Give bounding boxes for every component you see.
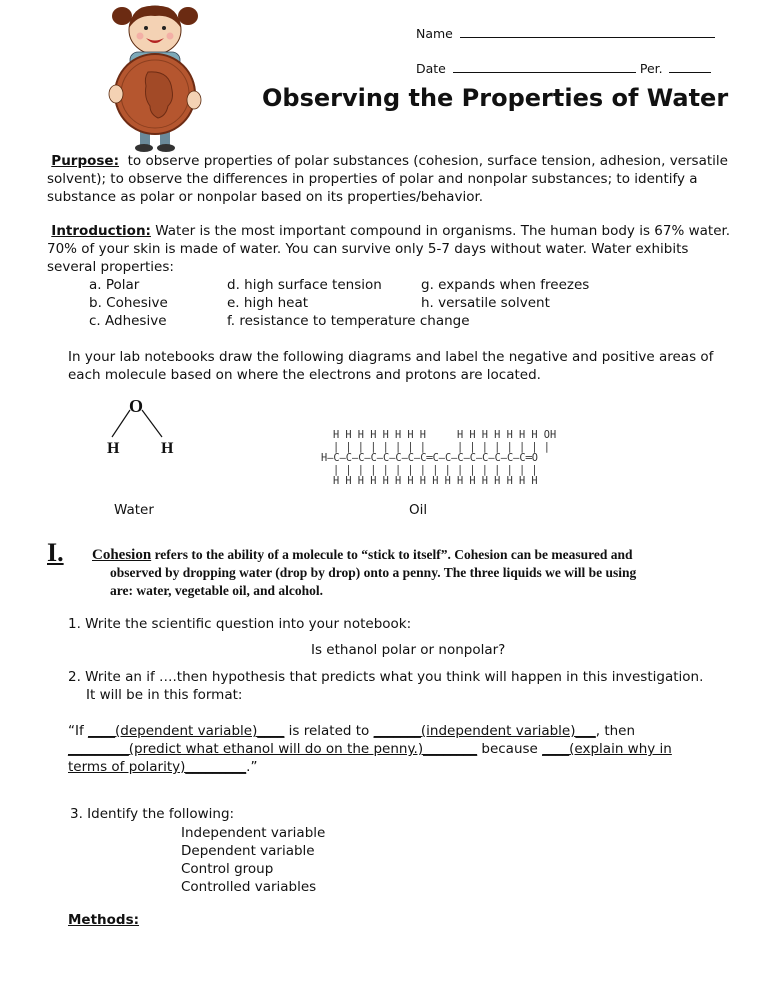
date-field[interactable]: [416, 61, 711, 76]
eye-right: [162, 26, 166, 30]
list-item: h. versatile solvent: [421, 295, 550, 311]
pigtail-left: [112, 7, 132, 25]
step-3: 3. Identify the following:: [70, 806, 235, 822]
list-item: b. Cohesive: [89, 295, 168, 311]
oil-row-2: | | | | | | | | | | | | | | | |: [333, 440, 550, 453]
oil-row-4: | | | | | | | | | | | | | | | | |: [333, 463, 538, 476]
period-blank[interactable]: [669, 72, 711, 73]
date-blank[interactable]: [453, 72, 636, 73]
list-item: g. expands when freezes: [421, 277, 590, 293]
list-item: Dependent variable: [181, 843, 315, 859]
purpose-label: Purpose:: [51, 153, 119, 169]
variables-list: [181, 824, 325, 896]
purpose-paragraph: Purpose: to observe properties of polar substances (cohesion, surface tension, adhesion, versatile solvent); to observe the differences in properties of polar and nonpolar substances; to identify a substance as polar or nonpolar based on its properties/behavior.: [47, 153, 728, 205]
cohesion-paragraph: Cohesion refers to the ability of a molecule to “stick to itself”. Cohesion can be measured and observed by dropping water (drop by drop) onto a penny. The three liquids we will be using are: water, vegetable oil, and alcohol.: [92, 547, 637, 598]
list-item: Control group: [181, 861, 274, 877]
water-caption: Water: [114, 502, 154, 518]
girl-holding-penny-illustration: [100, 2, 210, 152]
page-title: Observing the Properties of Water: [262, 84, 729, 112]
eye-left: [144, 26, 148, 30]
step-2: 2. Write an if ….then hypothesis that predicts what you think will happen in this investigation. It will be in this format:: [68, 669, 704, 703]
name-label: Name: [416, 26, 453, 41]
name-blank[interactable]: [460, 37, 715, 38]
oil-row-3: H—C—C—C—C—C—C—C—C═C—C—C—C—C—C—C—C═O: [321, 452, 538, 465]
date-label: Date: [416, 61, 446, 76]
list-item: e. high heat: [227, 295, 309, 311]
methods-heading: Methods:: [68, 912, 140, 928]
introduction-label: Introduction:: [51, 223, 151, 239]
list-item: Independent variable: [181, 825, 326, 841]
list-item: c. Adhesive: [89, 313, 167, 329]
list-item: d. high surface tension: [227, 277, 382, 293]
oil-row-5: H H H H H H H H H H H H H H H H H: [333, 475, 538, 488]
oil-caption: Oil: [409, 502, 428, 518]
properties-col-1: [89, 276, 168, 330]
scientific-question: Is ethanol polar or nonpolar?: [311, 642, 506, 658]
cohesion-heading: Cohesion: [92, 547, 152, 563]
step-1: 1. Write the scientific question into your notebook:: [68, 616, 412, 632]
hydrogen-atom-right: H: [161, 440, 174, 457]
oil-row-1: H H H H H H H H H H H H H H H OH: [333, 429, 557, 442]
name-field[interactable]: [416, 26, 715, 41]
introduction-paragraph: Introduction: Water is the most important compound in organisms. The human body is 67% water. 70% of your skin is made of water. You can survive only 5-7 days without water. Water exhibits several properties:: [47, 223, 731, 275]
list-item: Controlled variables: [181, 879, 317, 895]
list-item: f. resistance to temperature change: [227, 313, 470, 329]
list-item: a. Polar: [89, 277, 140, 293]
oxygen-atom: O: [129, 396, 144, 416]
period-label: Per.: [639, 61, 663, 76]
pigtail-right: [178, 7, 198, 25]
section-numeral: I.: [47, 538, 64, 567]
oil-molecule-diagram: [321, 419, 557, 499]
properties-col-3: [421, 276, 589, 312]
hypothesis-format: “If ____(dependent variable)____ is related to _______(independent variable)___, then _________(predict what ethanol will do on the penny.)________ because ____(explain why in terms of polarity)_________.”: [68, 723, 672, 775]
hydrogen-atom-left: H: [107, 440, 120, 457]
diagram-instructions: In your lab notebooks draw the following diagrams and label the negative and positive areas of each molecule based on where the electrons and protons are located.: [68, 349, 714, 383]
